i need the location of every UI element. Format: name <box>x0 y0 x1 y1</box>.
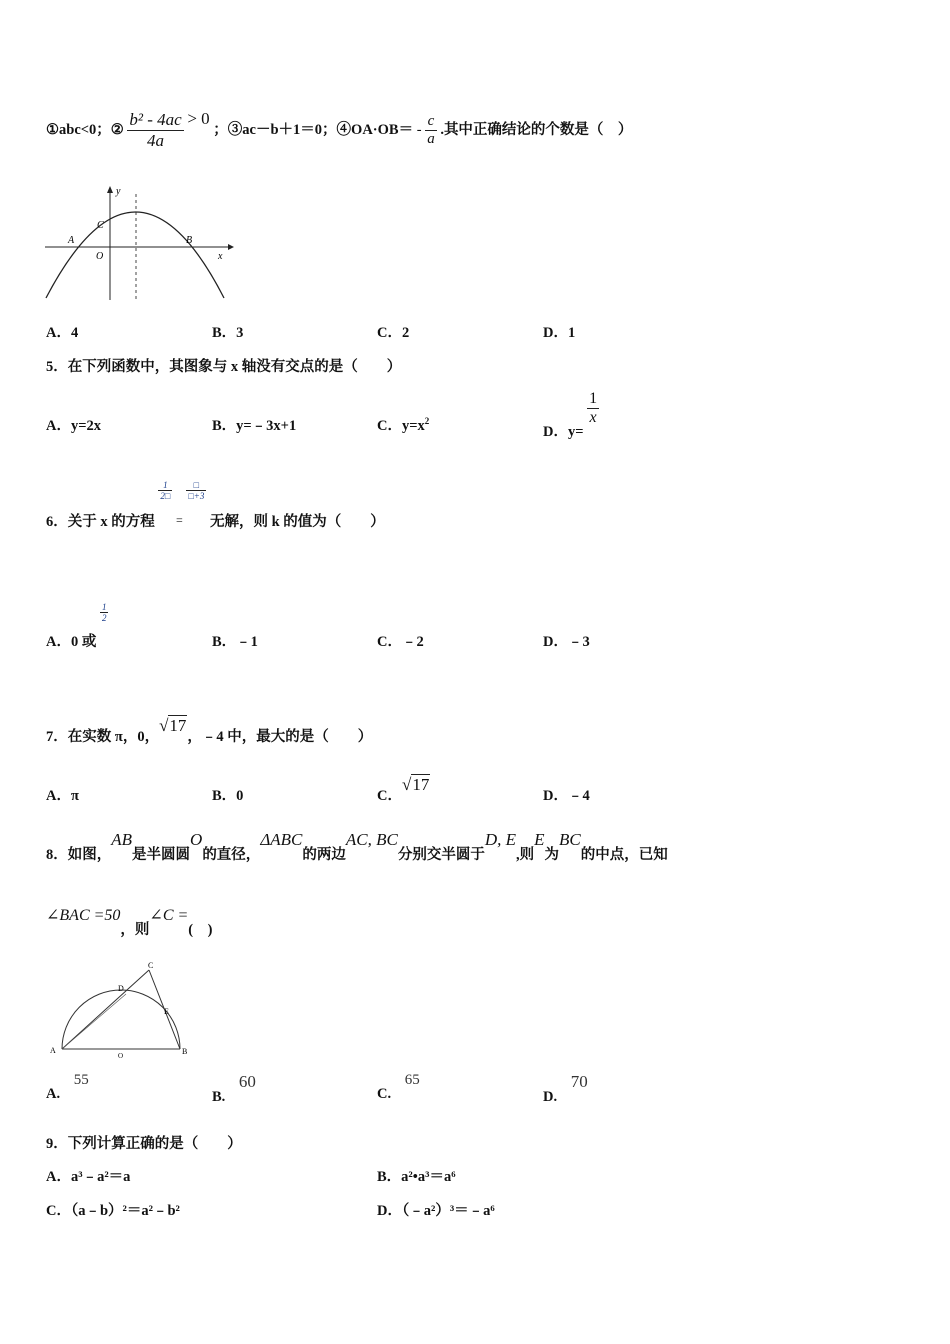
q8-stem-line1 <box>46 830 668 864</box>
q8-segment-ac <box>62 970 149 1049</box>
q8-option-c-value: 65 <box>404 1072 420 1088</box>
q8-semicircle-figure <box>44 958 194 1062</box>
q7-option-d[interactable]: D．﹣4 <box>543 788 590 804</box>
q4-fraction-discriminant <box>127 110 183 151</box>
q4-fraction-numerator: b² - 4ac <box>129 110 182 129</box>
q8-math-ab: AB <box>111 830 133 849</box>
q4-x-axis-arrow <box>228 244 234 250</box>
q6-fraction-left-numerator: 1 <box>163 480 168 491</box>
q4-label-o: O <box>96 251 104 262</box>
q6-stem <box>46 478 385 530</box>
q6-stem-prefix: 6．关于 x 的方程 <box>46 514 155 530</box>
q5-option-a[interactable]: A．y=2x <box>46 418 101 434</box>
q6-option-b[interactable]: B．﹣1 <box>212 634 258 650</box>
q8-text-6: ,则 <box>516 847 535 863</box>
q8-text-9: ，则 <box>120 922 150 938</box>
q8-text-4: 的两边 <box>302 847 346 863</box>
q8-option-c[interactable] <box>377 1072 420 1103</box>
q5-option-c-exponent: 2 <box>424 416 430 427</box>
q7-option-c-label: C． <box>377 788 402 804</box>
q8-label-b: B <box>182 1047 188 1056</box>
q8-option-d-label: D. <box>543 1089 558 1105</box>
q4-fraction-c: c <box>427 113 435 129</box>
q8-text-2: 是半圆圆 <box>132 847 191 863</box>
q9-option-d[interactable]: D．（﹣a²）³＝﹣a⁶ <box>377 1203 495 1219</box>
q6-option-a-denominator: 2 <box>101 613 107 624</box>
q7-radicand: 17 <box>169 716 187 735</box>
q4-parabola-graph <box>40 182 235 304</box>
q9-option-b[interactable]: B．a²•a³＝a⁶ <box>377 1169 456 1185</box>
q4-label-c: C <box>97 220 104 231</box>
q4-option-d[interactable]: D．1 <box>543 325 576 341</box>
q4-option-a[interactable]: A．4 <box>46 325 79 341</box>
q6-option-a-text: A．0 或 <box>46 634 97 650</box>
q8-label-d: D <box>118 984 124 993</box>
q6-fraction-right-numerator: □ <box>193 480 200 491</box>
q8-option-a-label: A. <box>46 1086 61 1102</box>
q8-text-8: 的中点，已知 <box>580 847 668 863</box>
q7-sqrt-17: √17 <box>159 716 187 735</box>
q7-stem <box>46 716 373 746</box>
q9-option-a[interactable]: A．a³﹣a²＝a <box>46 1169 131 1185</box>
q8-stem-line2 <box>46 907 213 939</box>
q7-stem-prefix: 7．在实数 π，0， <box>46 729 160 745</box>
q8-option-c-label: C. <box>377 1086 392 1102</box>
q6-fraction-right <box>186 480 206 501</box>
q4-label-b: B <box>186 235 193 246</box>
q8-math-triangle: ΔABC <box>260 830 303 849</box>
q6-option-a[interactable] <box>46 600 108 650</box>
q4-stem-part2: ；③ac－b＋1＝0；④OA·OB＝ <box>213 121 414 138</box>
q5-option-d[interactable] <box>543 390 599 440</box>
q5-option-d-fraction <box>587 390 599 427</box>
q7-option-c-sqrt: √17 <box>401 775 430 794</box>
q8-option-b-label: B. <box>212 1089 226 1105</box>
q5-option-d-numerator: 1 <box>589 390 598 407</box>
q8-label-o: O <box>118 1052 124 1060</box>
q8-segment-ad <box>62 994 126 1049</box>
q8-math-ac-bc: AC, BC <box>345 830 398 849</box>
q6-stem-suffix: 无解，则 k 的值为（ ） <box>209 514 385 530</box>
q6-option-a-numerator: 1 <box>101 602 107 613</box>
q4-fraction-a: a <box>427 131 435 147</box>
q5-option-c[interactable] <box>377 414 429 435</box>
q6-option-c[interactable]: C．﹣2 <box>377 634 424 650</box>
q8-option-a[interactable] <box>46 1072 89 1103</box>
q8-math-bc: BC <box>559 830 581 849</box>
q8-text-3: 的直径， <box>202 847 261 863</box>
q8-math-d-e: D, E <box>484 830 517 849</box>
q8-math-angle-c: ∠C = <box>149 907 189 924</box>
q8-option-b[interactable] <box>212 1072 256 1106</box>
q4-y-axis-arrow <box>107 186 113 193</box>
q5-stem: 5．在下列函数中，其图象与 x 轴没有交点的是（ ） <box>46 359 402 375</box>
q4-option-c[interactable]: C．2 <box>377 325 410 341</box>
q8-semicircle-arc <box>62 990 180 1049</box>
q8-option-d-value: 70 <box>570 1072 588 1091</box>
q8-text-10: ( ) <box>188 922 213 938</box>
q6-fraction-right-denominator: □+3 <box>188 491 205 502</box>
q6-fraction-left <box>158 480 172 501</box>
q5-option-b[interactable]: B．y=﹣3x+1 <box>212 418 297 434</box>
q8-text-7: 为 <box>544 847 560 863</box>
q8-option-b-value: 60 <box>238 1072 256 1091</box>
q4-stem-part3: .其中正确结论的个数是（ ） <box>440 121 633 138</box>
q6-option-a-fraction <box>100 602 109 623</box>
q9-stem: 9．下列计算正确的是（ ） <box>46 1136 242 1152</box>
q7-option-c-radicand: 17 <box>412 775 430 794</box>
q8-math-o: O <box>190 830 203 849</box>
q4-stem-part1: ①abc<0；② <box>46 121 124 138</box>
q4-greater-than-zero: > 0 <box>187 108 210 128</box>
q4-option-b[interactable]: B．3 <box>212 325 244 341</box>
q8-option-a-value: 55 <box>73 1072 89 1088</box>
q4-fraction-c-over-a <box>425 113 437 148</box>
q5-option-d-text: D．y= <box>543 423 584 440</box>
q4-parabola-curve <box>46 212 224 298</box>
q4-label-y: y <box>116 186 121 197</box>
q6-equals-sign: = <box>175 513 183 527</box>
q7-option-b[interactable]: B．0 <box>212 788 244 804</box>
q4-fraction-denominator: 4a <box>127 130 183 151</box>
q7-stem-suffix: ，﹣4 中，最大的是（ ） <box>187 729 373 745</box>
q8-label-e: E <box>164 1007 169 1016</box>
q8-text-1: 8．如图， <box>46 847 112 863</box>
q5-option-c-text: C．y=x <box>377 418 425 434</box>
q9-option-c[interactable]: C．（a﹣b）²＝a²﹣b² <box>46 1203 180 1219</box>
q4-label-x: x <box>218 251 223 262</box>
q7-option-c[interactable] <box>377 775 430 805</box>
q8-label-a: A <box>50 1046 56 1055</box>
q6-option-d[interactable]: D．﹣3 <box>543 634 590 650</box>
q8-math-e: E <box>534 830 545 849</box>
q7-option-a[interactable]: A．π <box>46 788 79 804</box>
q8-label-c: C <box>148 961 154 970</box>
q5-option-d-denominator: x <box>587 408 599 427</box>
q4-label-a: A <box>68 235 75 246</box>
q4-minus-sign: - <box>416 121 422 138</box>
q8-text-5: 分别交半圆于 <box>397 847 485 863</box>
q4-stem <box>46 110 632 151</box>
q8-math-angle-bac: ∠BAC =50 <box>46 907 121 924</box>
q8-option-d[interactable] <box>543 1072 588 1106</box>
q6-fraction-left-denominator: 2□ <box>160 491 171 502</box>
